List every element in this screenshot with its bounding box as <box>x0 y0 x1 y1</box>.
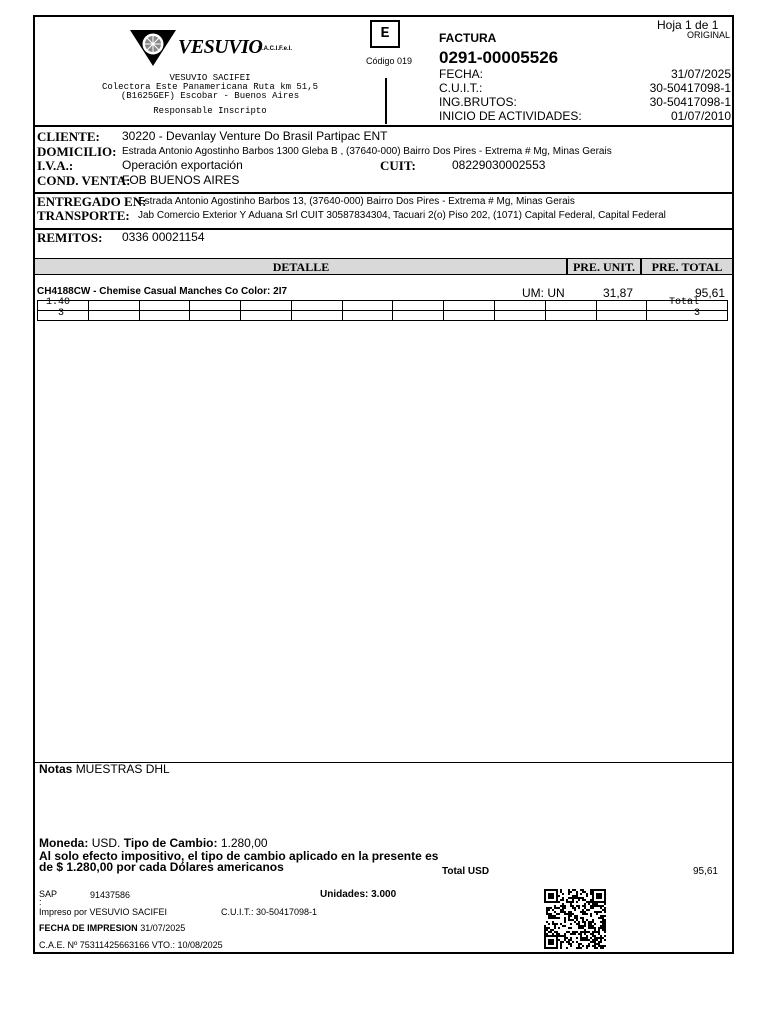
qty-value: 3 <box>58 308 65 319</box>
divider <box>35 125 732 127</box>
remitos-label: REMITOS: <box>37 230 103 245</box>
domicilio-label: DOMICILIO: <box>37 144 117 159</box>
header-pre-unit: PRE. UNIT. <box>572 260 636 274</box>
page-indicator: Hoja 1 de 1 <box>657 18 719 32</box>
field-ingbrutos: ING.BRUTOS: 30-50417098-1 <box>439 95 731 109</box>
sap-label: SAP <box>39 889 58 899</box>
cond-venta-label: COND. VENTA: <box>37 173 131 188</box>
sap-colon: : <box>39 897 42 907</box>
total-value: 95,61 <box>692 866 718 877</box>
impreso-por: Impreso por VESUVIO SACIFEI <box>39 907 168 917</box>
unidades: Unidades: 3.000 <box>320 889 397 900</box>
fecha-impresion-value: 31/07/2025 <box>140 923 186 933</box>
currency-note-1: Al solo efecto impositivo, el tipo de cambio aplicado en la presente es <box>39 849 439 863</box>
cuit-label: CUIT: <box>380 158 416 173</box>
cliente-label: CLIENTE: <box>37 129 100 144</box>
invoice-code: Código 019 <box>366 56 413 66</box>
cuit-value: 08229030002553 <box>452 158 546 172</box>
currency-note-2: de $ 1.280,00 por cada Dólares americanos <box>39 860 284 874</box>
notes-value: MUESTRAS DHL <box>75 762 170 776</box>
size-total-label: Total <box>669 297 700 308</box>
entregado-label: ENTREGADO EN: <box>37 194 147 209</box>
header-pre-total: PRE. TOTAL <box>651 260 723 274</box>
copy-label: ORIGINAL <box>687 30 731 40</box>
iva-label: I.V.A.: <box>37 158 74 173</box>
fecha-impresion-label: FECHA DE IMPRESION <box>39 923 138 933</box>
item-description: CH4188CW - Chemise Casual Manches Co Color: 2I7 <box>37 286 288 297</box>
field-inicio: INICIO DE ACTIVIDADES: 01/07/2010 <box>439 109 731 123</box>
table-header <box>35 258 732 275</box>
currency-block <box>39 838 438 873</box>
transporte-value: Jab Comercio Exterior Y Aduana Srl CUIT 30587834304, Tacuari 2(o) Piso 202, (1071) Capital Federal, Capital Federal <box>138 210 666 221</box>
moneda-value: USD. <box>91 836 121 850</box>
notes-label: Notas <box>39 762 73 776</box>
company-info <box>60 74 360 116</box>
tipo-cambio-value: 1.280,00 <box>220 836 268 850</box>
company-name: VESUVIO SACIFEI <box>169 73 251 83</box>
remitos-value: 0336 00021154 <box>122 230 205 244</box>
cliente-value: 30220 - Devanlay Venture Do Brasil Partipac ENT <box>122 129 388 143</box>
brand-suffix: S.A.C.I.F.e.I. <box>258 46 293 52</box>
notes <box>39 762 170 776</box>
header-detalle: DETALLE <box>272 260 330 274</box>
header-divider <box>385 78 387 124</box>
invoice-number: 0291-00005526 <box>439 48 559 67</box>
invoice-type: FACTURA <box>439 31 497 45</box>
iva-value: Operación exportación <box>122 158 243 172</box>
qty-total: 3 <box>694 308 701 319</box>
company-tax-status: Responsable Inscripto <box>153 106 267 116</box>
moneda-label: Moneda: <box>39 836 89 850</box>
brand-name: VESUVIO <box>178 36 263 58</box>
sap-value: 91437586 <box>90 890 131 900</box>
field-fecha: FECHA: 31/07/2025 <box>439 67 731 81</box>
qr-code-icon <box>544 889 606 949</box>
total-label: Total USD <box>442 866 490 877</box>
domicilio-value: Estrada Antonio Agostinho Barbos 1300 Gleba B , (37640-000) Bairro Dos Pires - Extrema # Mg, Minas Gerais <box>122 146 612 157</box>
field-cuit: C.U.I.T.: 30-50417098-1 <box>439 81 731 95</box>
vesuvio-logo-icon <box>128 28 178 68</box>
fecha-impresion <box>39 923 185 933</box>
tipo-cambio-label: Tipo de Cambio: <box>123 836 218 850</box>
size-grid-qty <box>37 310 728 321</box>
invoice-fields <box>439 67 731 123</box>
entregado-value: Estrada Antonio Agostinho Barbos 13, (37640-000) Bairro Dos Pires - Extrema # Mg, Minas Gerais <box>138 196 575 207</box>
item-total-price: 95,61 <box>694 286 725 300</box>
company-address: Colectora Este Panamericana Ruta km 51,5 <box>101 82 319 92</box>
item-unit-price: 31,87 <box>602 286 633 300</box>
invoice-letter: E <box>370 20 400 48</box>
size-label: 1.40 <box>46 297 71 308</box>
item-um: UM: UN <box>522 286 565 300</box>
cae: C.A.E. Nº 75311425663166 VTO.: 10/08/2025 <box>39 940 223 950</box>
footer-cuit: C.U.I.T.: 30-50417098-1 <box>221 907 318 917</box>
company-city: (B1625GEF) Escobar - Buenos Aires <box>120 91 300 101</box>
cond-venta-value: FOB BUENOS AIRES <box>122 173 240 187</box>
transporte-label: TRANSPORTE: <box>37 208 130 223</box>
